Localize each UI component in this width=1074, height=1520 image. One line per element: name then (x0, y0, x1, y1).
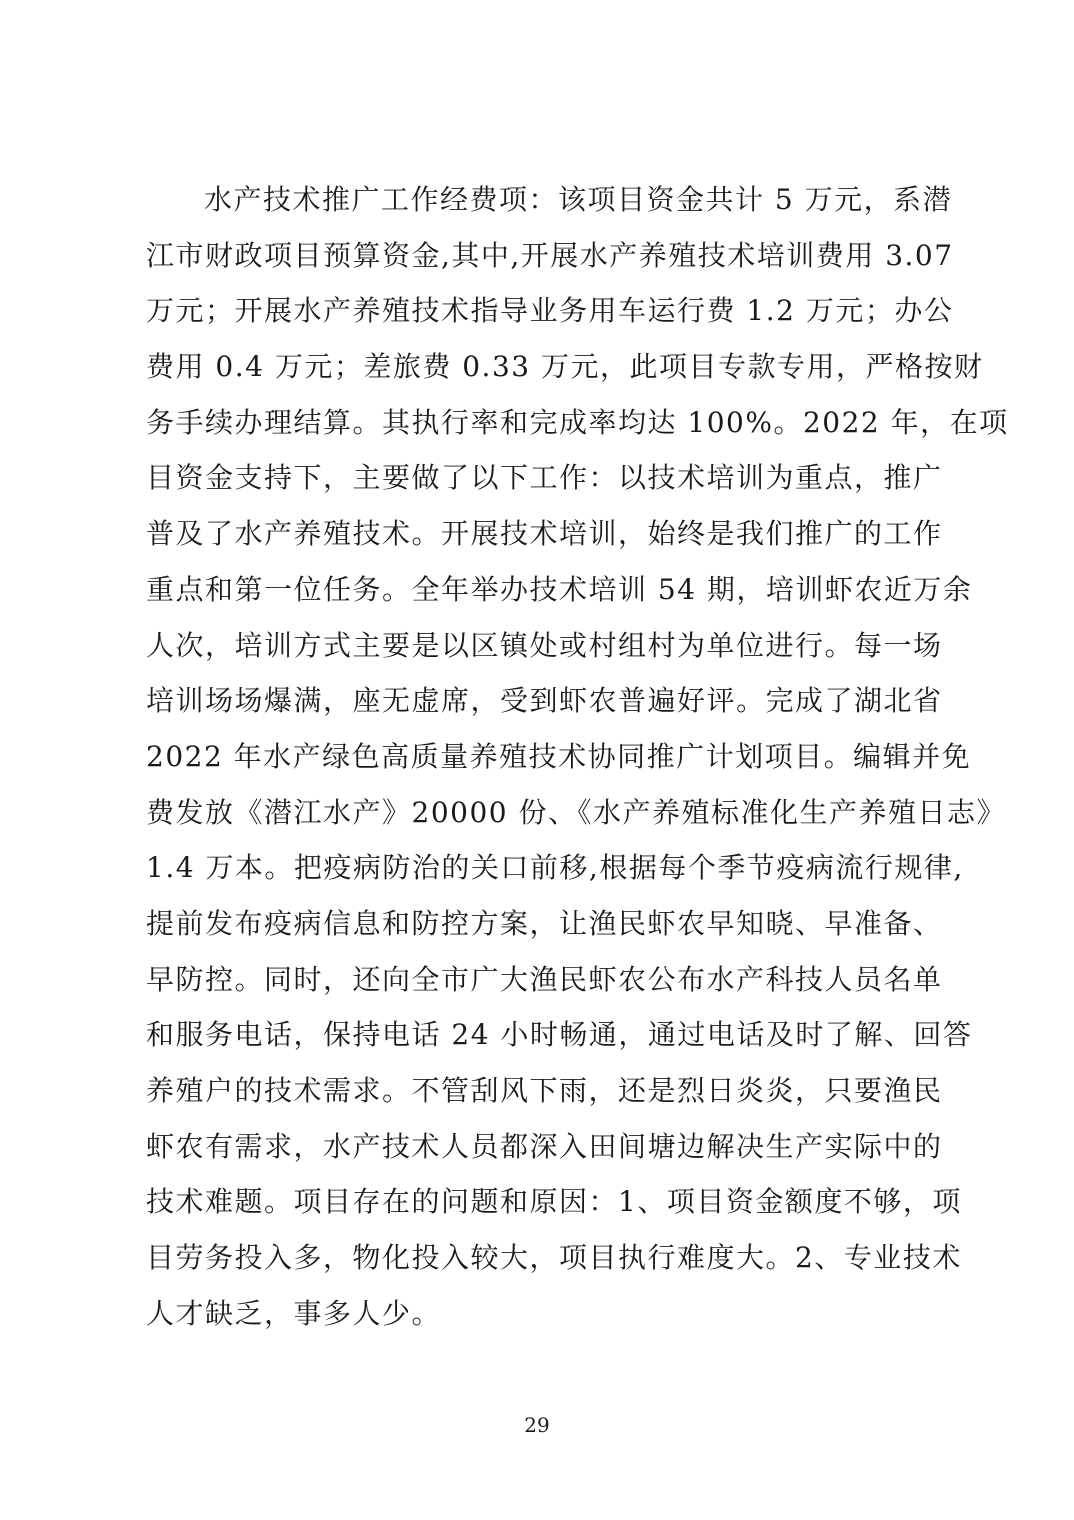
paragraph-line: 水产技术推广工作经费项：该项目资金共计 5 万元，系潜 (204, 183, 953, 216)
body-paragraph (146, 172, 1009, 1341)
paragraph-line: 费发放《潜江水产》20000 份、《水产养殖标准化生产养殖日志》 (146, 795, 1006, 829)
paragraph-line: 目资金支持下，主要做了以下工作：以技术培训为重点，推广 (146, 461, 943, 495)
paragraph-line: 和服务电话，保持电话 24 小时畅通，通过电话及时了解、回答 (146, 1018, 973, 1052)
page-number: 29 (524, 1413, 550, 1437)
paragraph-line: 提前发布疫病信息和防控方案，让渔民虾农早知晓、早准备、 (146, 906, 943, 940)
paragraph-line: 养殖户的技术需求。不管刮风下雨，还是烈日炎炎，只要渔民 (146, 1074, 943, 1107)
paragraph-line: 1.4 万本。把疫病防治的关口前移,根据每个季节疫病流行规律, (146, 851, 964, 885)
paragraph-line: 万元；开展水产养殖技术指导业务用车运行费 1.2 万元；办公 (146, 294, 954, 328)
paragraph-line: 目劳务投入多，物化投入较大，项目执行难度大。2、专业技术 (146, 1241, 962, 1275)
paragraph-line: 费用 0.4 万元；差旅费 0.33 万元，此项目专款专用，严格按财 (146, 350, 984, 384)
paragraph-line: 人次，培训方式主要是以区镇处或村组村为单位进行。每一场 (146, 628, 943, 662)
paragraph-line: 技术难题。项目存在的问题和原因：1、项目资金额度不够，项 (146, 1185, 962, 1219)
paragraph-line: 人才缺乏，事多人少。 (146, 1296, 442, 1330)
paragraph-line: 早防控。同时，还向全市广大渔民虾农公布水产科技人员名单 (146, 962, 943, 996)
paragraph-line: 普及了水产养殖技术。开展技术培训，始终是我们推广的工作 (146, 517, 943, 551)
paragraph-line: 虾农有需求，水产技术人员都深入田间塘边解决生产实际中的 (146, 1129, 943, 1163)
paragraph-line: 务手续办理结算。其执行率和完成率均达 100%。2022 年，在项 (146, 405, 1009, 439)
paragraph-line: 江市财政项目预算资金,其中,开展水产养殖技术培训费用 3.07 (146, 238, 954, 272)
paragraph-line: 培训场场爆满，座无虚席，受到虾农普遍好评。完成了湖北省 (146, 684, 943, 718)
paragraph-line: 重点和第一位任务。全年举办技术培训 54 期，培训虾农近万余 (146, 572, 973, 606)
paragraph-line: 2022 年水产绿色高质量养殖技术协同推广计划项目。编辑并免 (146, 739, 972, 773)
